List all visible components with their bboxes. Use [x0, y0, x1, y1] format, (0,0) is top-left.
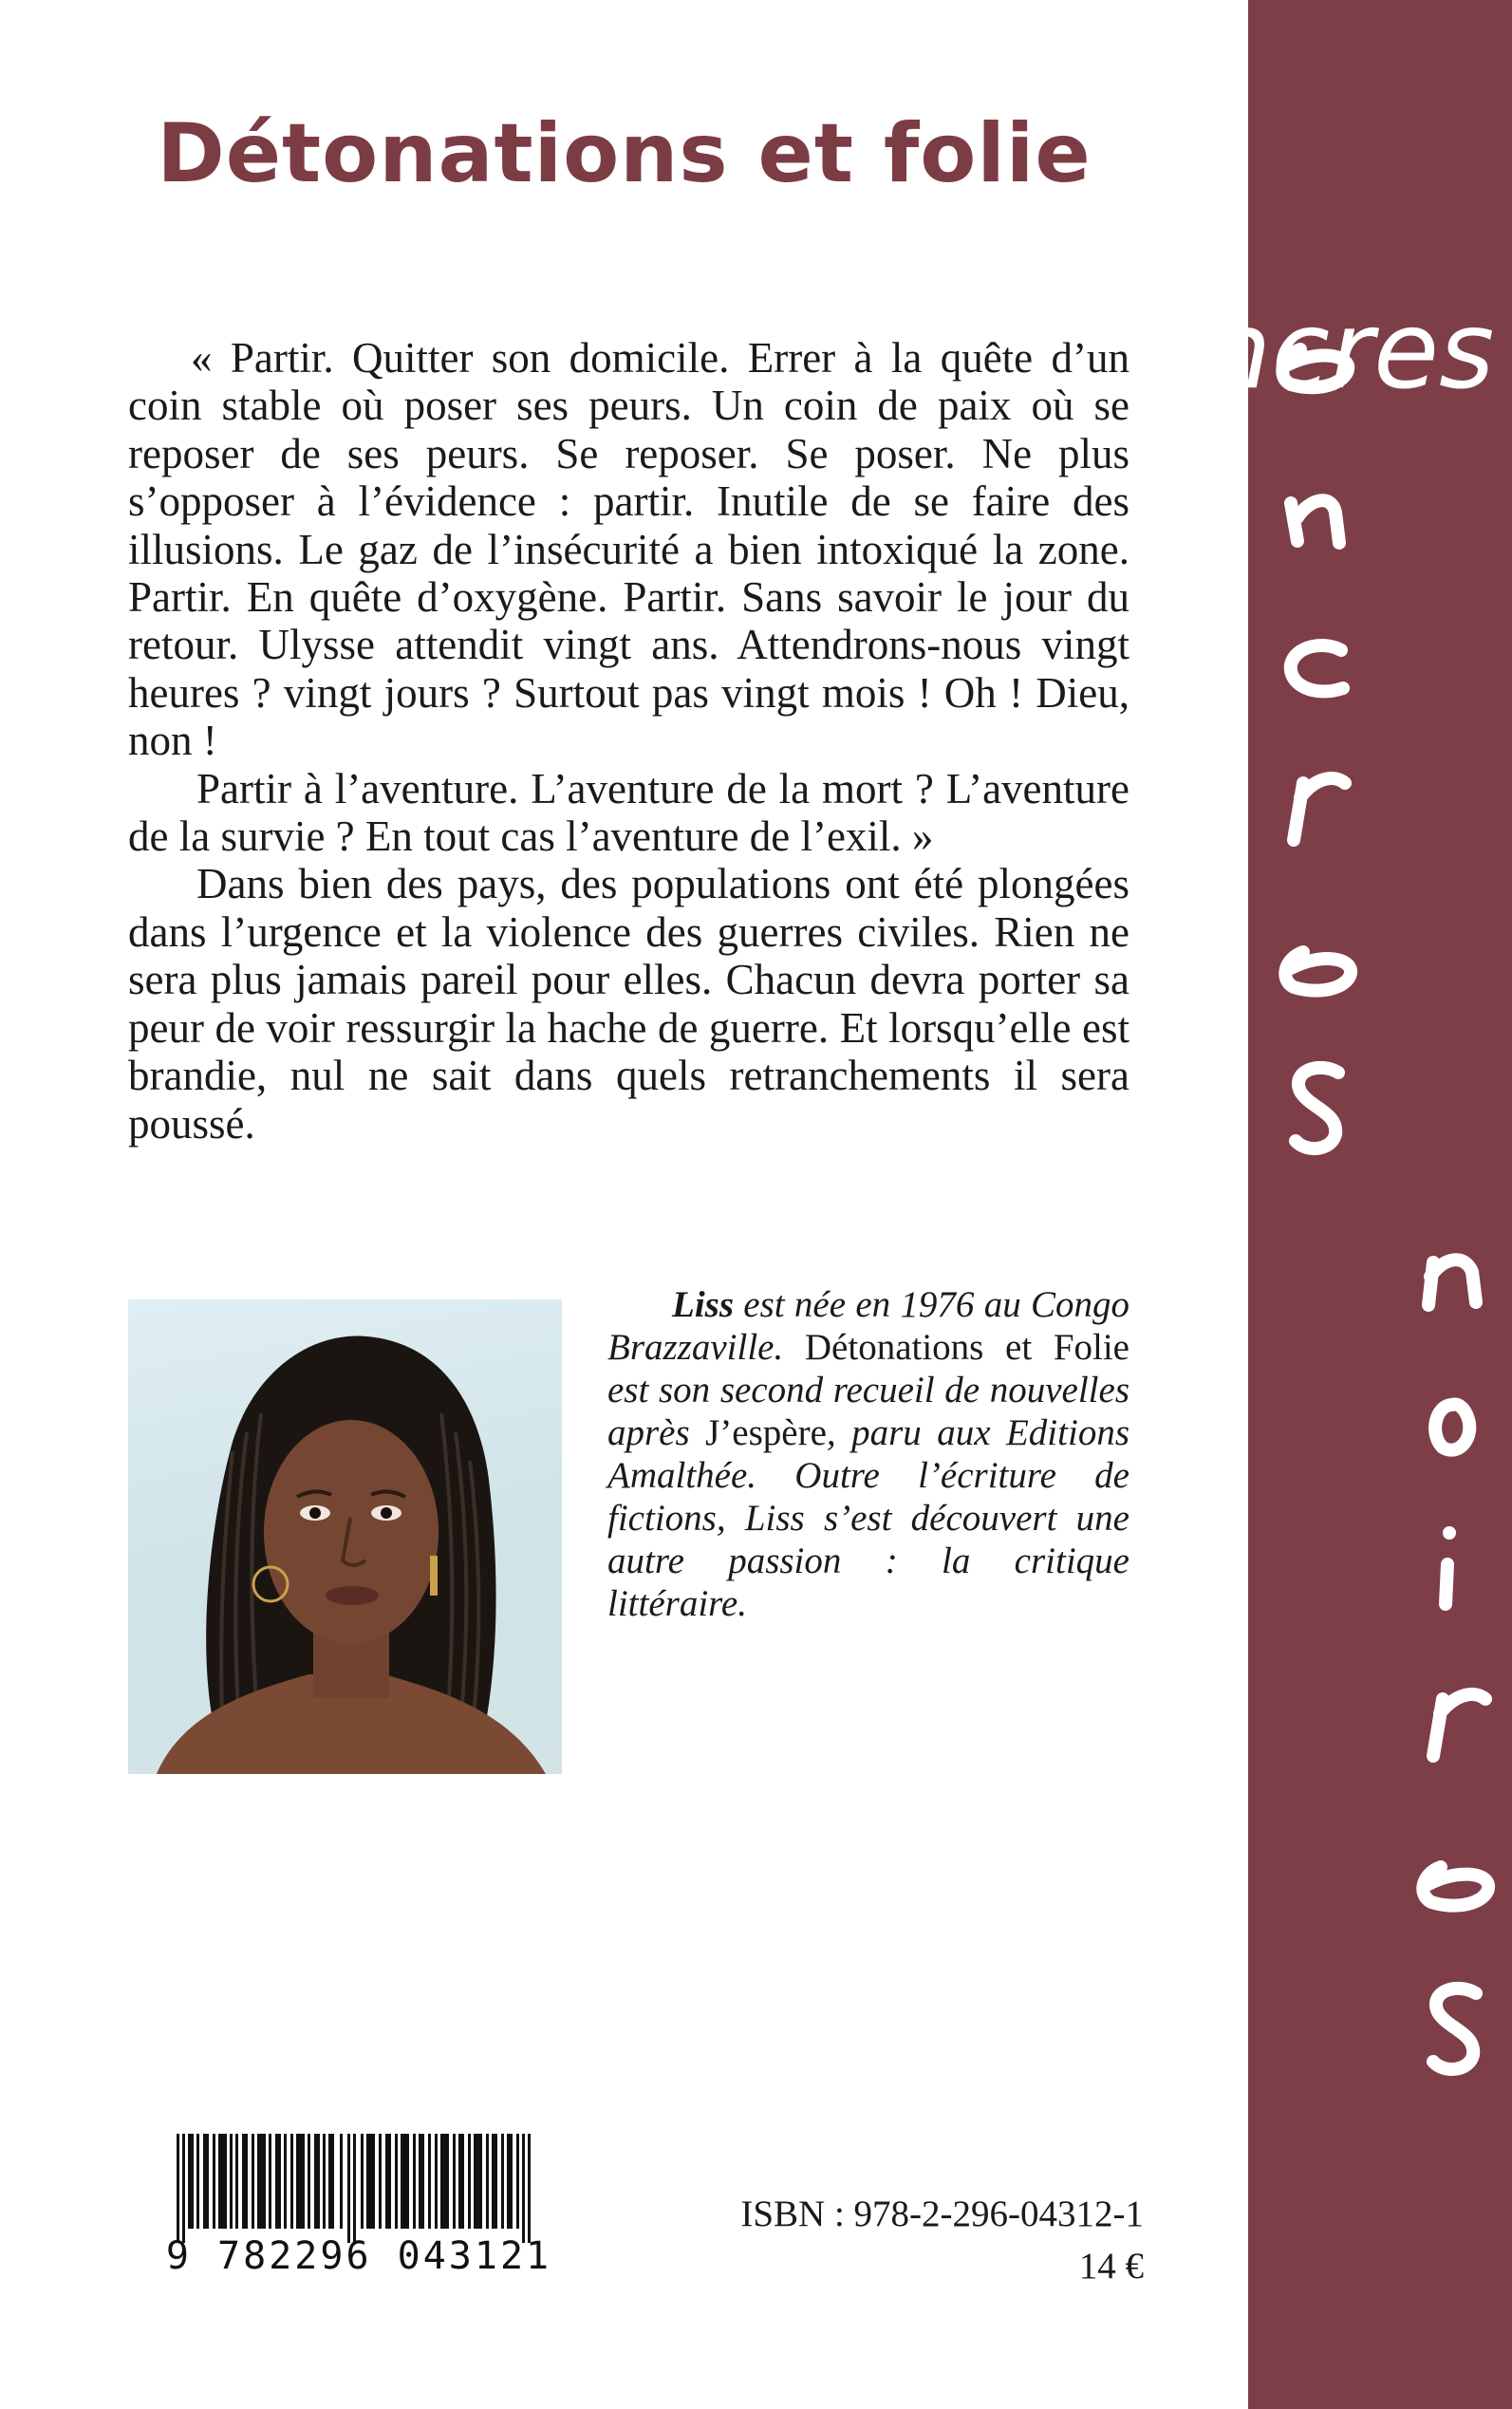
- book-title: Détonations et folie: [157, 106, 1092, 201]
- blurb-paragraph-1: « Partir. Quitter son domicile. Errer à la quête d’un coin stable où poser ses peurs. Un coin de paix où se reposer de ses peurs. Se reposer. Se poser. Ne plus s’opposer à l’évidence : partir. Inutile de se faire des illusions. Le gaz de l’insécurité a bien intoxiqué la zone. Partir. En quête d’oxygène. Partir. Sans savoir le jour du retour. Ulysse attendit vingt ans. Attendrons-nous vingt heures ? vingt jours ? Surtout pas vingt mois ! Oh ! Dieu, non !: [128, 334, 1129, 765]
- barcode-digits: 9 782296 043121: [165, 2234, 552, 2278]
- price: 14 €: [1078, 2246, 1144, 2287]
- bio-book-title-2: J’espère: [705, 1412, 827, 1453]
- blurb-paragraph-3: Dans bien des pays, des populations ont été plongées dans l’urgence et la violence des guerres civiles. Rien ne sera plus jamais pareil pour elles. Chacun devra porter sa peur de voir ressurgir la hache de guerre. Et lorsqu’elle est brandie, nul ne sait dans quels retranchements il sera poussé.: [128, 860, 1129, 1148]
- bio-text-1: est née en 1976 au Congo Brazzaville.: [607, 1284, 1129, 1368]
- bio-book-title-1: Détonations et Folie: [804, 1327, 1129, 1368]
- collection-word-2: noires: [1449, 1262, 1453, 1263]
- blurb-paragraph-2: Partir à l’aventure. L’aventure de la mort ? L’aventure de la survie ? En tout cas l’aventure de l’exil. »: [128, 764, 1129, 861]
- blurb-text: [128, 334, 1129, 1148]
- barcode: [165, 2134, 553, 2278]
- collection-sidebar: [1138, 0, 1512, 2409]
- isbn: ISBN : 978-2-296-04312-1: [740, 2194, 1144, 2234]
- author-portrait-illustration: [128, 1299, 562, 1774]
- author-bio: [607, 1283, 1129, 1625]
- author-photo: [128, 1299, 562, 1774]
- bio-text-3: , paru aux Editions Amalthée. Outre l’écriture de fictions, Liss s’est découvert une autre passion : la critique littéraire.: [607, 1412, 1129, 1624]
- collection-letter: encres: [1138, 289, 1495, 413]
- author-name: Liss: [672, 1284, 735, 1325]
- bio-text-2: est son second recueil de nouvelles après: [607, 1370, 1129, 1453]
- collection-logo: [1138, 0, 1512, 2409]
